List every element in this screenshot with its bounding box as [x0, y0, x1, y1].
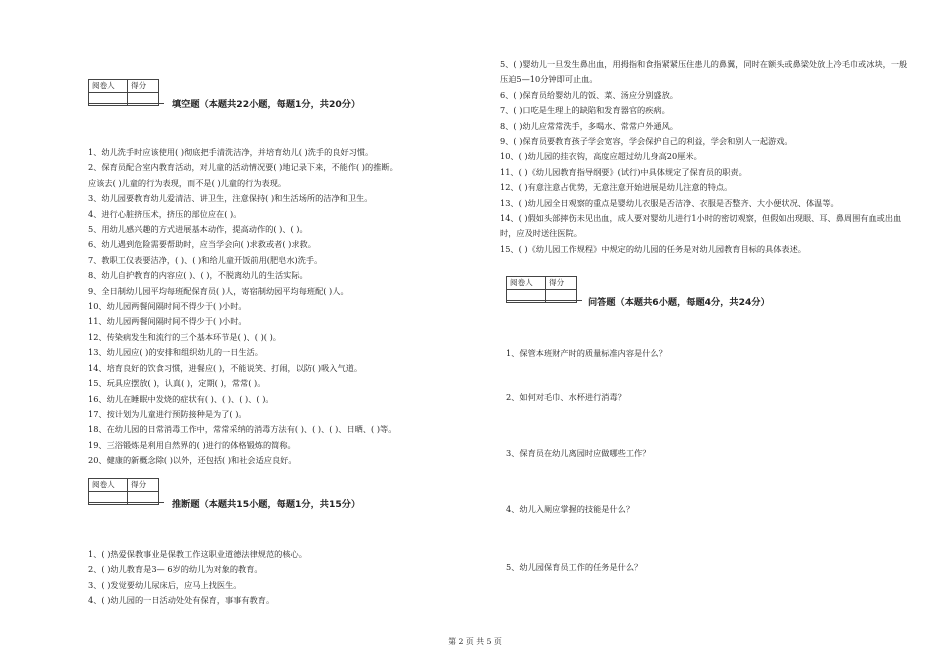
fill-blank-item: 3、幼儿园要教育幼儿爱清洁、讲卫生，注意保持( )和生活场所的洁净和卫生。 [88, 193, 373, 204]
title-rule [88, 103, 164, 104]
judge-item: 2、( )幼儿教育是3— 6岁的幼儿为对象的教育。 [88, 564, 263, 575]
judge-item: 13、( )幼儿园全日观察的重点是婴幼儿衣服是否洁净、衣服是否整齐、大小便状况、体温等。 [500, 197, 839, 208]
fill-blank-title: 填空题（本题共22小题，每题1分，共20分） [172, 99, 361, 110]
essay-item: 3、保育员在幼儿离园时应做哪些工作？ [506, 448, 651, 458]
score-label: 得分 [128, 80, 159, 93]
fill-blank-item: 11、幼儿园两餐间隔时间不得少于( )小时。 [88, 316, 247, 327]
judge-score-table [88, 478, 159, 505]
essay-score-table [506, 276, 577, 303]
fill-blank-item: 2、保育员配合室内教育活动，对儿童的活动情况要( )地记录下来，不能作( )的推断。 [88, 162, 398, 173]
fill-blank-item: 6、幼儿遇到危险需要帮助时，应当学会向( )求救或者( )求救。 [88, 239, 316, 250]
fill-blank-list [88, 145, 488, 469]
score-label: 得分 [128, 479, 159, 492]
judge-item: 7、( )口吃是生理上的缺陷和发育器官的疾病。 [500, 105, 670, 116]
fill-blank-score-table [88, 79, 159, 106]
judge-item: 6、( )保育员给婴幼儿的饭、菜、汤应分别盛放。 [500, 89, 678, 100]
essay-item: 1、保管本班财产时的质量标准内容是什么？ [506, 348, 667, 358]
fill-blank-item: 7、教职工仪表要洁净，( )、( )和给儿童开饭前用(肥皂水)洗手。 [88, 254, 323, 265]
fill-blank-item: 19、三浴锻炼是利用自然界的( )进行的体格锻炼的简称。 [88, 439, 296, 450]
fill-blank-item: 5、用幼儿感兴趣的方式进展基本动作，提高动作的( )、( )。 [88, 224, 308, 235]
title-rule [506, 300, 582, 301]
score-label: 得分 [546, 277, 577, 290]
essay-item: 4、幼儿入厕应掌握的技能是什么？ [506, 504, 635, 514]
fill-blank-item: 14、培育良好的饮食习惯，进餐应( )，不能说笑、打闹，以防( )吸入气道。 [88, 362, 363, 373]
fill-blank-item: 15、玩具应摆放( )，认真( )，定期( )，常常( )。 [88, 378, 266, 389]
fill-blank-item: 12、传染病发生和流行的三个基本环节是( )、( )( )。 [88, 331, 281, 342]
reviewer-label: 阅卷人 [89, 479, 128, 492]
judge-item: 11、( )《幼儿园教育指导纲要》(试行)中具体规定了保育员的职责。 [500, 166, 747, 177]
fill-blank-item: 1、幼儿洗手时应该使用( )彻底把手清洗洁净，并培育幼儿( )洗手的良好习惯。 [88, 147, 374, 157]
fill-blank-item: 17、按计划为儿童进行预防接种是为了( )。 [88, 408, 247, 419]
fill-blank-item: 16、幼儿在睡眠中发烧的症状有( )、( )、( )、( )。 [88, 393, 274, 404]
judge-item: 14、( )假如头部摔伤未见出血，成人要对婴幼儿进行1小时的密切观察，但假如出现眼、耳、鼻周围有血或出血时，应及时送往医院。 [500, 213, 902, 239]
essay-item: 2、如何对毛巾、水杯进行消毒？ [506, 392, 626, 402]
judge-item: 5、( )婴幼儿一旦发生鼻出血，用拇指和食指紧紧压住患儿的鼻翼，同时在额头或鼻梁处放上冷毛巾或冰块，一般压迫5—10分钟即可止血。 [500, 59, 908, 85]
judge-item: 8、( )幼儿应常常洗手，多喝水、常常户外通风。 [500, 120, 678, 131]
judge-item: 9、( )保育员要教育孩子学会宽容，学会保护自己的利益，学会和别人一起游戏。 [500, 136, 793, 147]
essay-item: 5、幼儿园保育员工作的任务是什么？ [506, 562, 643, 572]
judge-item: 15、( )《幼儿园工作规程》中规定的幼儿园的任务是对幼儿园教育目标的具体表述。 [500, 243, 806, 254]
judge-item: 1、( )热爱保教事业是保教工作这职业道德法律规范的核心。 [88, 549, 307, 559]
fill-blank-item: 8、幼儿自护教育的内容应( )、( )，不脱离幼儿的生活实际。 [88, 270, 308, 281]
judge-item: 10、( )幼儿园的挂衣钩，高度应超过幼儿身高20厘米。 [500, 151, 702, 162]
fill-blank-item: 9、全日制幼儿园平均每班配保育员( )人，寄宿制幼园平均每班配( )人。 [88, 285, 349, 296]
fill-blank-item: 20、健康的新概念除( )以外，还包括( )和社会适应良好。 [88, 455, 297, 466]
judge-list-right [500, 57, 908, 257]
fill-blank-item: 10、幼儿园两餐间隔时间不得少于( )小时。 [88, 301, 247, 312]
title-rule [88, 502, 164, 503]
fill-blank-item: 13、幼儿园应( )的安排和组织幼儿的一日生活。 [88, 347, 263, 358]
fill-blank-item: 18、在幼儿园的日常消毒工作中，常常采纳的消毒方法有( )、( )、( )、日晒、( )等。 [88, 424, 397, 435]
essay-title: 问答题（本题共6小题，每题4分，共24分） [588, 297, 770, 308]
judge-item: 3、( )发觉要幼儿尿床后，应马上找医生。 [88, 579, 242, 590]
judge-list-left [88, 547, 488, 609]
judge-item: 4、( )幼儿园的一日活动处处有保育，事事有教育。 [88, 595, 275, 606]
reviewer-label: 阅卷人 [507, 277, 546, 290]
fill-blank-item: 4、进行心脏挤压术，挤压的部位应在( )。 [88, 208, 242, 219]
reviewer-label: 阅卷人 [89, 80, 128, 93]
judge-title: 推断题（本题共15小题，每题1分，共15分） [172, 499, 361, 510]
fill-blank-item: 应该去( )儿童的行为表现，而不是( )儿童的行为表现。 [88, 177, 287, 188]
judge-item: 12、( )有意注意占优势，无意注意开始进展是幼儿注意的特点。 [500, 182, 733, 193]
page-footer: 第 2 页 共 5 页 [448, 637, 502, 646]
